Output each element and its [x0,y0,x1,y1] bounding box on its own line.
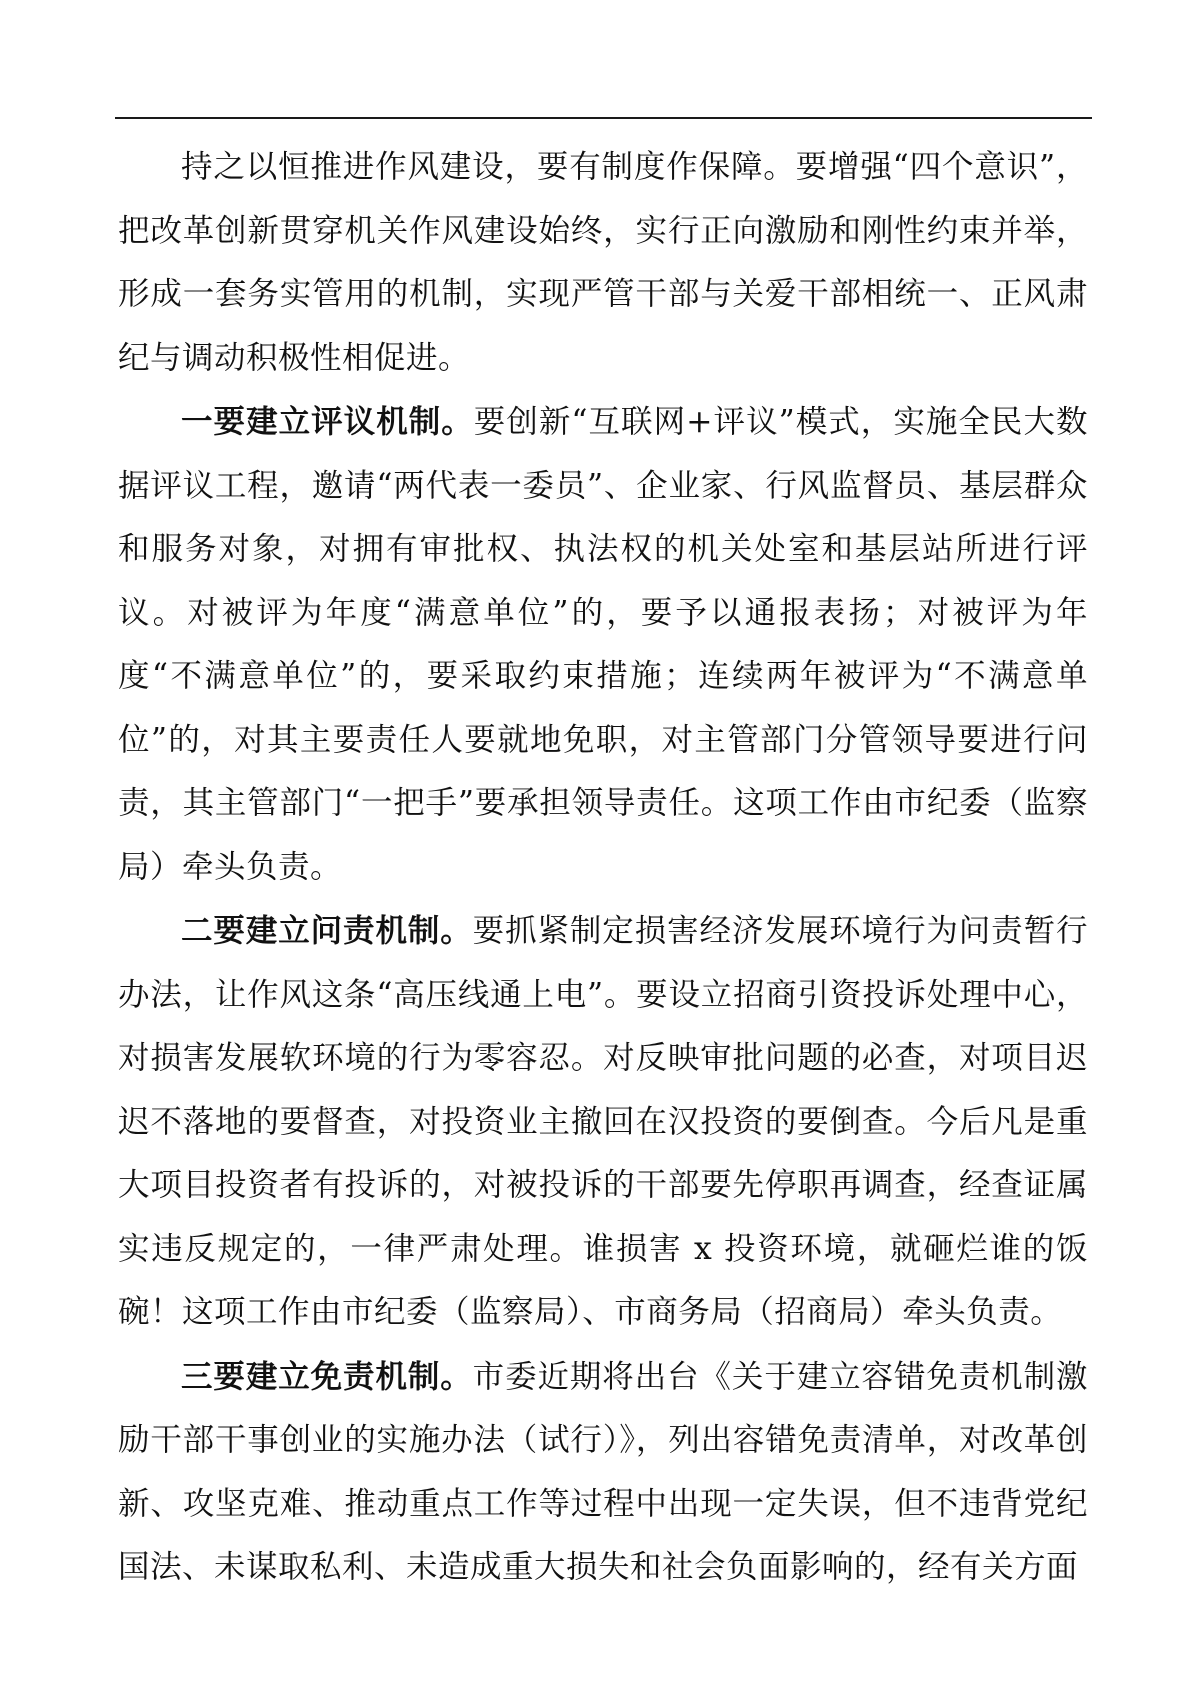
paragraph-evaluation-mechanism [118,390,1088,899]
paragraph-text: 要抓紧制定损害经济发展环境行为问责暂行办法，让作风这条“高压线通上电”。要设立招商引资投诉处理中心，对损害发展软环境的行为零容忍。对反映审批问题的必查，对项目迟迟不落地的要督查，对投资业主撤回在汉投资的要倒查。今后凡是重大项目投资者有投诉的，对被投诉的干部要先停职再调查，经查证属实违反规定的，一律严肃处理。谁损害 x 投资环境，就砸烂谁的饭碗！这项工作由市纪委（监察局）、市商务局（招商局）牵头负责。 [118,913,1088,1330]
header-rule [115,117,1092,119]
paragraph-exemption-mechanism [118,1345,1088,1600]
document-body [118,135,1088,1600]
paragraph-text: 要创新“互联网+评议”模式，实施全民大数据评议工程，邀请“两代表一委员”、企业家、行风监督员、基层群众和服务对象，对拥有审批权、执法权的机关处室和基层站所进行评议。对被评为年度“满意单位”的，要予以通报表扬；对被评为年度“不满意单位”的，要采取约束措施；连续两年被评为“不满意单位”的，对其主要责任人要就地免职，对主管部门分管领导要进行问责，其主管部门“一把手”要承担领导责任。这项工作由市纪委（监察局）牵头负责。 [118,404,1088,885]
paragraph-accountability-mechanism [118,899,1088,1345]
paragraph-lead: 二要建立问责机制。 [181,912,473,949]
paragraph-intro [118,135,1088,390]
paragraph-lead: 三要建立免责机制。 [181,1357,473,1395]
paragraph-text: 持之以恒推进作风建设，要有制度作保障。要增强“四个意识”，把改革创新贯穿机关作风建设始终，实行正向激励和刚性约束并举，形成一套务实管用的机制，实现严管干部与关爱干部相统一、正风肃纪与调动积极性相促进。 [118,149,1088,376]
paragraph-text: 市委近期将出台《关于建立容错免责机制激励干部干事创业的实施办法（试行）》，列出容错免责清单，对改革创新、攻坚克难、推动重点工作等过程中出现一定失误，但不违背党纪国法、未谋取私利、未造成重大损失和社会负面影响的，经有关方面 [118,1358,1088,1585]
paragraph-lead: 一要建立评议机制。 [181,403,474,440]
